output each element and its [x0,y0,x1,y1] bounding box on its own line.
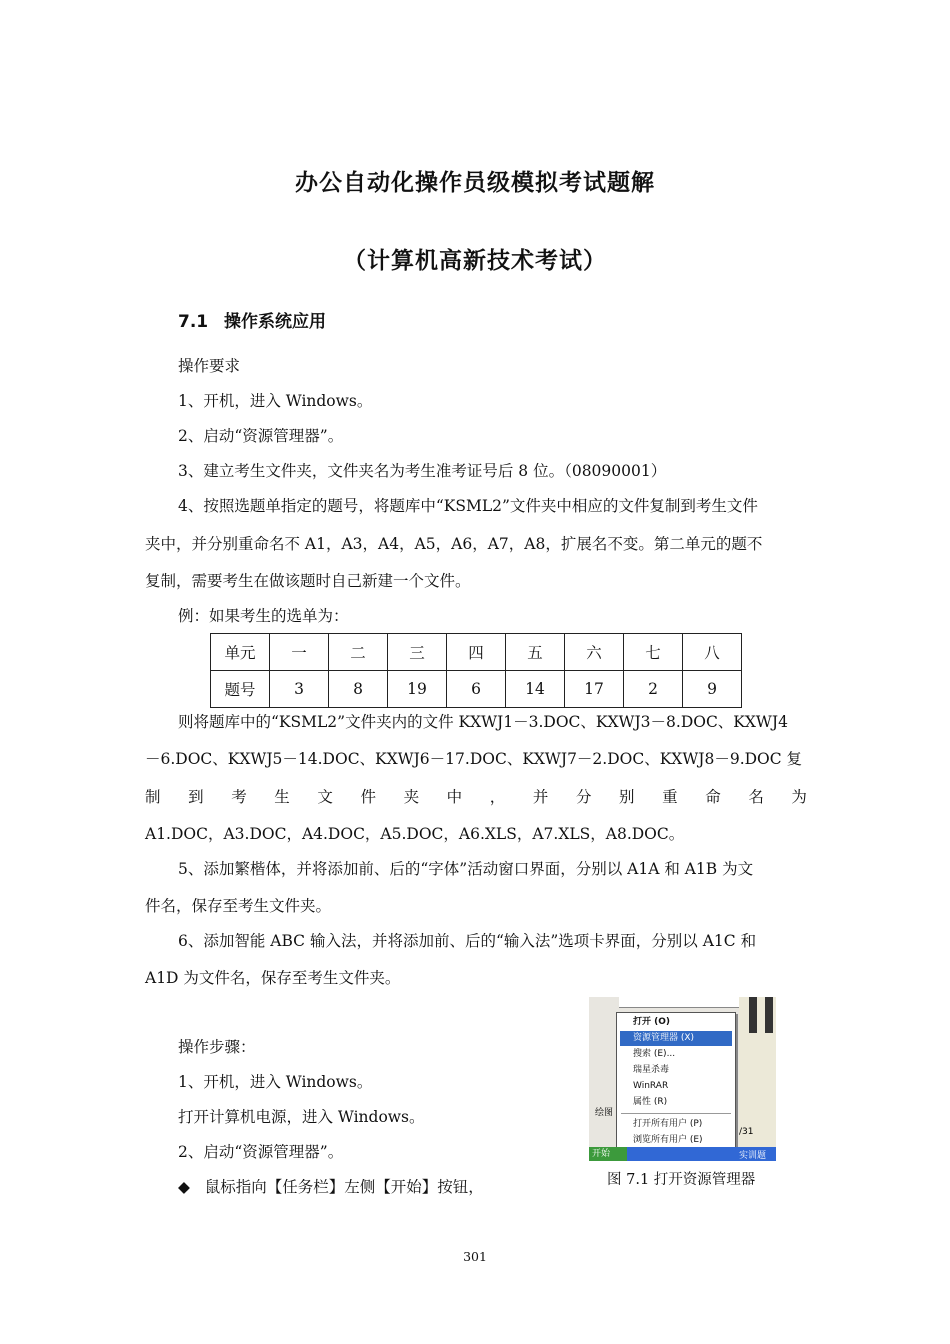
table-cell: 3 [270,671,329,708]
start-button[interactable]: 开始 [589,1147,627,1161]
scrollbar-mark [749,997,757,1033]
table-cell: 2 [624,671,683,708]
menu-item-open[interactable]: 打开 (O) [633,1017,671,1027]
section-title: 操作系统应用 [224,312,326,332]
page-number: 301 [463,1249,487,1264]
section-heading [178,307,326,332]
requirement-item-4-line-3: 复制，需要考生在做该题时自己新建一个文件。 [145,572,471,590]
table-row [211,634,742,671]
example-line-3 [145,785,807,807]
table-cell: 七 [624,634,683,671]
toolbar-label: 绘图 [595,1108,614,1118]
table-cell: 四 [447,634,506,671]
steps-heading: 操作步骤： [178,1038,256,1056]
requirement-item-4-line-2: 夹中，并分别重命名不 A1，A3，A4，A5，A6，A7，A8，扩展名不变。第二单元的题不 [145,535,763,553]
spaced-character: 考 [231,788,247,806]
menu-item-antivirus[interactable]: 瑞星杀毒 [633,1065,670,1075]
spaced-character: 为 [791,788,807,806]
table-cell: 五 [506,634,565,671]
scrollbar-mark [765,997,773,1033]
requirement-item-5-line-1: 5、添加繁楷体，并将添加前、后的“字体”活动窗口界面，分别以 A1A 和 A1B 为文 [178,860,754,878]
spaced-character: 中 [446,788,463,806]
document-subtitle: （计算机高新技术考试） [343,248,607,274]
spaced-character: 重 [662,788,678,806]
section-number: 7.1 [178,312,209,332]
table-cell: 19 [388,671,447,708]
table-header-cell: 题号 [211,671,270,708]
example-line-4: A1.DOC，A3.DOC，A4.DOC，A5.DOC，A6.XLS，A7.XLS，A8.DOC。 [145,825,685,843]
table-cell: 14 [506,671,565,708]
table-cell: 一 [270,634,329,671]
requirement-item-5-line-2: 件名，保存至考生文件夹。 [145,897,332,915]
spaced-character: 生 [274,788,290,806]
menu-item-explorer[interactable]: 资源管理器 (X) [620,1031,732,1046]
table-row [211,671,742,708]
menu-separator [621,1113,731,1114]
step-bullet [178,1175,484,1197]
spaced-character: 夹 [403,788,420,806]
spaced-character: 件 [360,788,376,806]
table-cell: 6 [447,671,506,708]
requirement-item-2: 2、启动“资源管理器”。 [178,427,344,445]
spaced-character: 制 [145,788,161,806]
menu-item-properties[interactable]: 属性 (R) [633,1097,668,1107]
table-cell: 8 [329,671,388,708]
spaced-character: 分 [575,788,592,806]
menu-item-search[interactable]: 搜索 (E)... [633,1049,676,1059]
table-cell: 六 [565,634,624,671]
requirement-item-4-line-1: 4、按照选题单指定的题号，将题库中“KSML2”文件夹中相应的文件复制到考生文件 [178,497,758,515]
spaced-character: 命 [705,788,721,806]
taskbar-item[interactable]: 实训题 [739,1151,767,1161]
bullet-text: 鼠标指向【任务栏】左侧【开始】按钮， [204,1178,484,1196]
requirement-item-6-line-1: 6、添加智能 ABC 输入法，并将添加前、后的“输入法”选项卡界面，分别以 A1C 和 [178,932,757,950]
figure-caption: 图 7.1 打开资源管理器 [607,1172,756,1188]
document-title: 办公自动化操作员级模拟考试题解 [295,170,655,196]
spaced-character: 名 [748,788,764,806]
spaced-character: 到 [188,788,204,806]
context-menu [616,1012,736,1154]
step-2: 2、启动“资源管理器”。 [178,1143,344,1161]
table-cell: 17 [565,671,624,708]
spaced-character: 文 [317,788,333,806]
requirement-item-1: 1、开机，进入 Windows。 [178,392,373,410]
date-text: /31 [739,1127,754,1137]
example-line-2: －6.DOC、KXWJ5－14.DOC、KXWJ6－17.DOC、KXWJ7－2.DOC、KXWJ8－9.DOC 复 [145,750,803,768]
menu-item-explore-all-users[interactable]: 浏览所有用户 (E) [633,1135,703,1145]
table-header-cell: 单元 [211,634,270,671]
selection-table [210,633,742,708]
window-strip [619,997,744,1008]
requirement-item-3: 3、建立考生文件夹，文件夹名为考生准考证号后 8 位。（08090001） [178,462,667,480]
table-cell: 9 [683,671,742,708]
menu-item-open-all-users[interactable]: 打开所有用户 (P) [633,1119,703,1129]
table-cell: 三 [388,634,447,671]
requirement-item-6-line-2: A1D 为文件名，保存至考生文件夹。 [145,969,401,987]
menu-item-winrar[interactable]: WinRAR [633,1081,669,1091]
screenshot-figure [589,997,776,1161]
spaced-character: 并 [532,788,549,806]
step-1-detail: 打开计算机电源，进入 Windows。 [178,1108,425,1126]
example-intro: 例：如果考生的选单为： [178,607,349,625]
diamond-bullet-icon: ◆ [178,1178,190,1196]
table-cell: 八 [683,634,742,671]
table-cell: 二 [329,634,388,671]
step-1: 1、开机，进入 Windows。 [178,1073,373,1091]
spaced-character: 别 [619,788,635,806]
requirements-heading: 操作要求 [178,357,241,375]
spaced-character: ， [489,788,506,806]
example-line-1: 则将题库中的“KSML2”文件夹内的文件 KXWJ1－3.DOC、KXWJ3－8.DOC、KXWJ4 [178,713,788,731]
